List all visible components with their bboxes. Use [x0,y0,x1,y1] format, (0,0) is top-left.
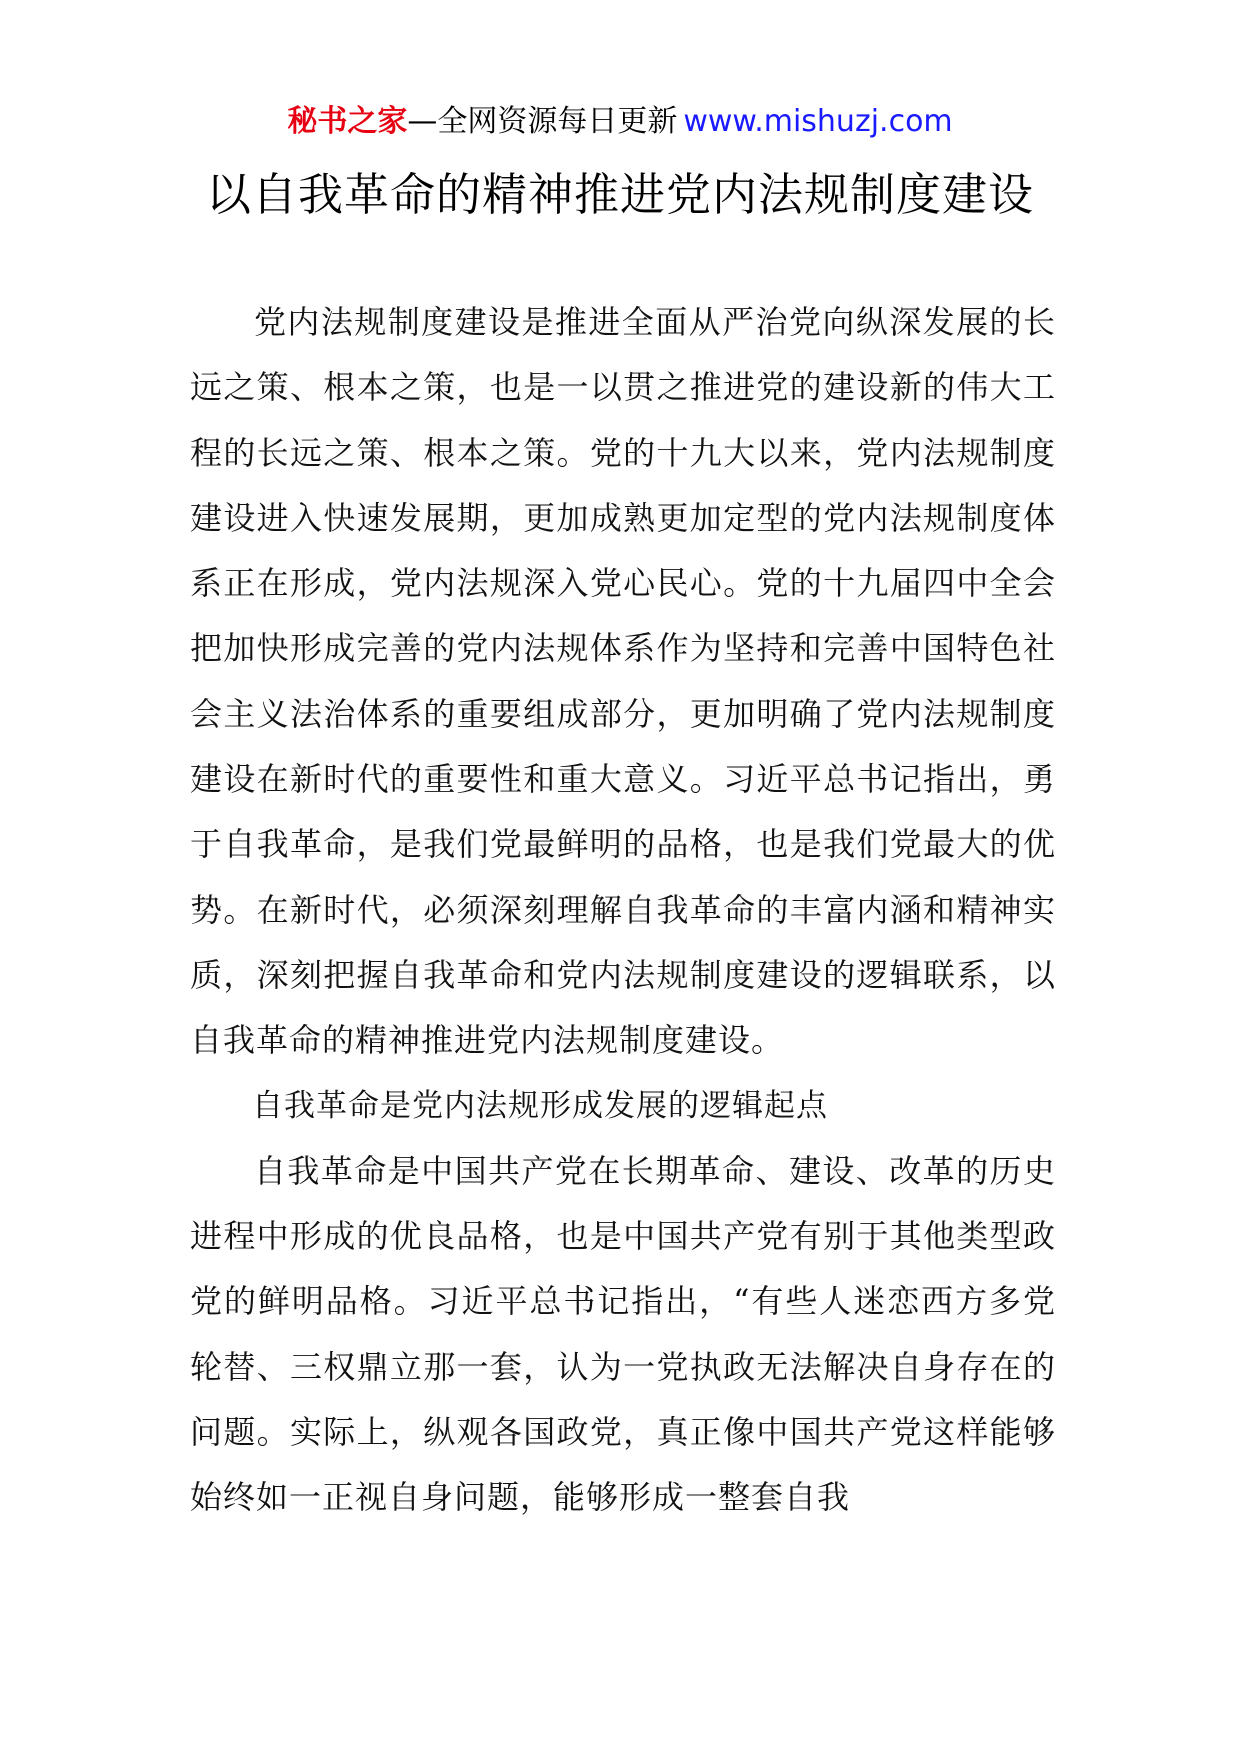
header-tagline: —全网资源每日更新 [407,104,678,139]
paragraph-intro: 党内法规制度建设是推进全面从严治党向纵深发展的长远之策、根本之策，也是一以贯之推进党的建设新的伟大工程的长远之策、根本之策。党的十九大以来，党内法规制度建设进入快速发展期，更加成熟更加定型的党内法规制度体系正在形成，党内法规深入党心民心。党的十九届四中全会把加快形成完善的党内法规体系作为坚持和完善中国特色社会主义法治体系的重要组成部分，更加明确了党内法规制度建设在新时代的重要性和重大意义。习近平总书记指出，勇于自我革命，是我们党最鲜明的品格，也是我们党最大的优势。在新时代，必须深刻理解自我革命的丰富内涵和精神实质，深刻把握自我革命和党内法规制度建设的逻辑联系，以自我革命的精神推进党内法规制度建设。 [190,303,1056,1060]
brand-name: 秘书之家 [287,104,408,139]
site-url-link[interactable]: www.mishuzj.com [683,104,953,139]
site-header [0,100,1240,144]
document-title: 以自我革命的精神推进党内法规制度建设 [205,168,1034,221]
document-body [190,290,1056,1531]
section-heading: 自我革命是党内法规形成发展的逻辑起点 [252,1087,828,1124]
paragraph-section-1: 自我革命是中国共产党在长期革命、建设、改革的历史进程中形成的优良品格，也是中国共产党有别于其他类型政党的鲜明品格。习近平总书记指出，“有些人迷恋西方多党轮替、三权鼎立那一套，认为一党执政无法解决自身存在的问题。实际上，纵观各国政党，真正像中国共产党这样能够始终如一正视自身问题，能够形成一整套自我 [190,1151,1056,1517]
